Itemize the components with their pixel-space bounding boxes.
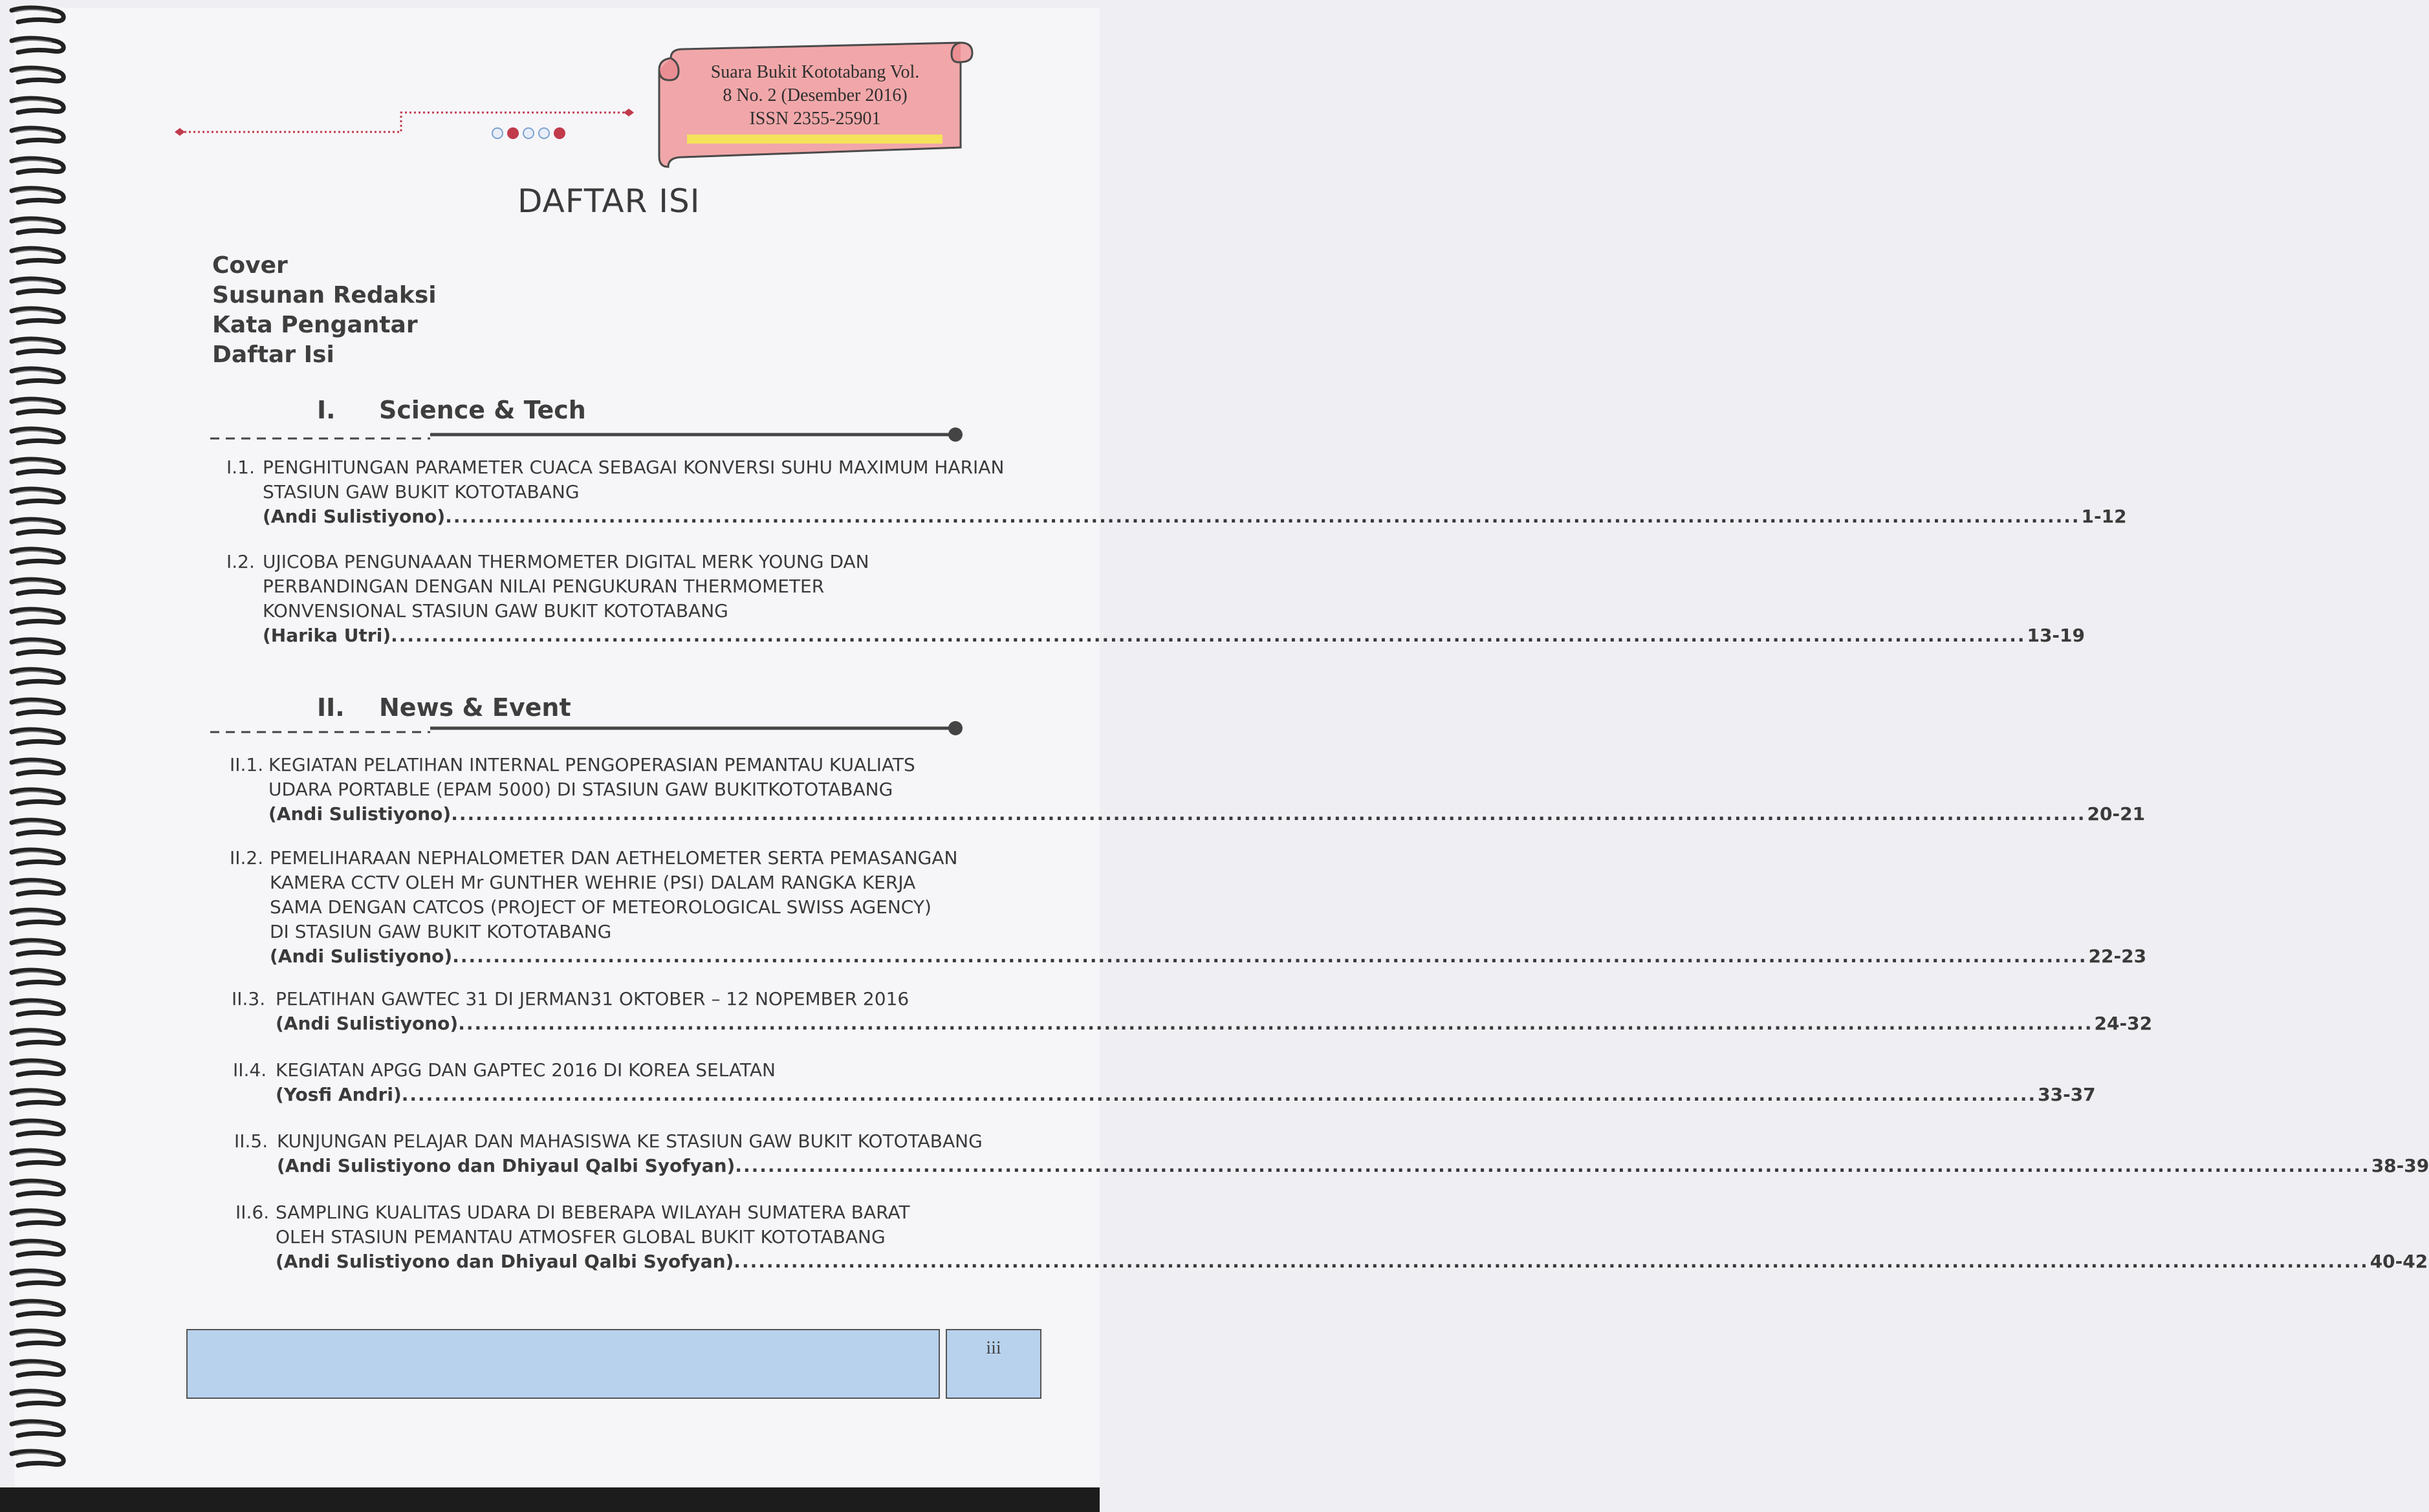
dot-icon: [492, 127, 503, 139]
binding-ring-icon: [9, 65, 67, 87]
entry-author: (Andi Sulistiyono): [270, 945, 453, 967]
binding-ring-icon: [9, 546, 67, 568]
entry-number: II.4.: [233, 1059, 267, 1081]
entry-pages: 33-37: [2038, 1084, 2096, 1105]
section-divider: [210, 426, 974, 444]
header-dots: [492, 127, 565, 139]
toc-entry-1-2[interactable]: [226, 550, 2086, 648]
dot-icon: [554, 127, 565, 139]
entry-author: (Yosfi Andri): [276, 1084, 402, 1105]
entry-title-line: KEGIATAN APGG DAN GAPTEC 2016 DI KOREA SELATAN: [276, 1059, 776, 1081]
spiral-binding: [0, 0, 71, 1487]
section-number: I.: [317, 396, 336, 424]
entry-pages: 38-39: [2371, 1155, 2429, 1176]
binding-ring-icon: [9, 938, 67, 960]
entry-author: (Andi Sulistiyono dan Dhiyaul Qalbi Syofyan): [277, 1155, 735, 1176]
entry-title-line: KEGIATAN PELATIHAN INTERNAL PENGOPERASIAN PEMANTAU KUALIATS: [268, 754, 915, 775]
banner-line: ISSN 2355-25901: [749, 109, 881, 129]
binding-ring-icon: [9, 186, 67, 208]
entry-pages: 20-21: [2087, 803, 2146, 825]
entry-author-row: [276, 1011, 2153, 1036]
entry-number: II.3.: [232, 988, 266, 1010]
binding-ring-icon: [9, 1328, 67, 1350]
binding-ring-icon: [9, 125, 67, 147]
entry-pages: 1-12: [2081, 506, 2127, 527]
entry-number: II.2.: [230, 847, 264, 869]
front-matter-editorial: Susunan Redaksi: [212, 282, 437, 308]
entry-author-row: [268, 802, 2146, 826]
entry-author-row: [263, 504, 2127, 529]
front-matter-toc: Daftar Isi: [212, 341, 334, 368]
entry-author-row: [276, 1083, 2096, 1107]
entry-title-line: KAMERA CCTV OLEH Mr GUNTHER WEHRIE (PSI) DALAM RANGKA KERJA: [270, 872, 916, 893]
binding-ring-icon: [9, 1208, 67, 1230]
section-title: Science & Tech: [379, 396, 586, 424]
binding-ring-icon: [9, 1088, 67, 1110]
entry-number: II.5.: [234, 1130, 268, 1152]
entry-title-line: STASIUN GAW BUKIT KOTOTABANG: [263, 481, 580, 502]
dot-leader: ........................................................................................................................................................................................................: [735, 1155, 2370, 1176]
binding-ring-icon: [9, 1449, 67, 1471]
binding-ring-icon: [9, 1148, 67, 1170]
page-title: DAFTAR ISI: [517, 182, 701, 220]
front-matter-list: [212, 251, 437, 370]
binding-ring-icon: [9, 96, 67, 118]
binding-ring-icon: [9, 787, 67, 809]
binding-ring-icon: [9, 967, 67, 989]
binding-ring-icon: [9, 607, 67, 629]
binding-ring-icon: [9, 366, 67, 388]
scan-bottom-edge: [0, 1487, 1100, 1512]
binding-ring-icon: [9, 757, 67, 779]
entry-author: (Andi Sulistiyono): [276, 1013, 459, 1034]
binding-ring-icon: [9, 517, 67, 539]
binding-ring-icon: [9, 998, 67, 1020]
toc-entry-2-4[interactable]: [233, 1058, 2096, 1107]
entry-title-line: PELATIHAN GAWTEC 31 DI JERMAN31 OKTOBER – 12 NOPEMBER 2016: [276, 988, 910, 1010]
entry-title-line: SAMA DENGAN CATCOS (PROJECT OF METEOROLOGICAL SWISS AGENCY): [270, 896, 931, 918]
entry-author: (Andi Sulistiyono): [263, 506, 446, 527]
entry-author-row: [276, 1249, 2428, 1274]
binding-ring-icon: [9, 336, 67, 358]
entry-title-line: PERBANDINGAN DENGAN NILAI PENGUKURAN THERMOMETER: [263, 576, 825, 597]
binding-ring-icon: [9, 1238, 67, 1260]
entry-author: (Andi Sulistiyono): [268, 803, 452, 825]
section-heading-science-tech: [317, 396, 586, 424]
entry-title-line: KUNJUNGAN PELAJAR DAN MAHASISWA KE STASIUN GAW BUKIT KOTOTABANG: [277, 1130, 983, 1152]
entry-title-line: OLEH STASIUN PEMANTAU ATMOSFER GLOBAL BUKIT KOTOTABANG: [276, 1226, 886, 1247]
section-heading-news-event: [317, 693, 571, 722]
entry-author: (Andi Sulistiyono dan Dhiyaul Qalbi Syofyan): [276, 1251, 734, 1272]
binding-ring-icon: [9, 1299, 67, 1321]
entry-pages: 13-19: [2027, 625, 2086, 646]
dot-leader: ........................................................................................................................................................................................................: [451, 803, 2086, 825]
binding-ring-icon: [9, 878, 67, 900]
entry-title-line: PENGHITUNGAN PARAMETER CUACA SEBAGAI KONVERSI SUHU MAXIMUM HARIAN: [263, 457, 1005, 478]
entry-number: I.1.: [226, 457, 255, 478]
binding-ring-icon: [9, 907, 67, 929]
toc-entry-2-6[interactable]: [235, 1200, 2428, 1274]
binding-ring-icon: [9, 727, 67, 749]
entry-author-row: [263, 623, 2086, 648]
binding-ring-icon: [9, 426, 67, 448]
toc-entry-2-5[interactable]: [234, 1129, 2429, 1178]
binding-ring-icon: [9, 1268, 67, 1290]
binding-ring-icon: [9, 1178, 67, 1200]
dot-leader: ........................................................................................................................................................................................................: [445, 506, 2080, 527]
binding-ring-icon: [9, 1419, 67, 1441]
entry-number: II.1.: [230, 754, 264, 775]
dot-leader: ........................................................................................................................................................................................................: [458, 1013, 2093, 1034]
footer-bar: [186, 1329, 940, 1399]
binding-ring-icon: [9, 246, 67, 268]
banner-line: 8 No. 2 (Desember 2016): [723, 85, 908, 105]
entry-author-row: [277, 1154, 2429, 1178]
binding-ring-icon: [9, 637, 67, 659]
entry-pages: 22-23: [2088, 945, 2147, 967]
binding-ring-icon: [9, 396, 67, 418]
binding-ring-icon: [9, 156, 67, 178]
binding-ring-icon: [9, 1388, 67, 1410]
dot-icon: [523, 127, 534, 139]
entry-author-row: [270, 944, 2147, 969]
dot-leader: ........................................................................................................................................................................................................: [452, 945, 2087, 967]
entry-title-line: SAMPLING KUALITAS UDARA DI BEBERAPA WILAYAH SUMATERA BARAT: [276, 1202, 910, 1223]
section-number: II.: [317, 693, 345, 722]
dot-icon: [538, 127, 550, 139]
toc-entry-2-2[interactable]: [230, 846, 2147, 969]
binding-ring-icon: [9, 5, 67, 27]
front-matter-cover: Cover: [212, 252, 288, 279]
binding-ring-icon: [9, 1118, 67, 1140]
entry-number: I.2.: [226, 551, 255, 572]
binding-ring-icon: [9, 697, 67, 719]
page-number: iii: [946, 1329, 1041, 1399]
binding-ring-icon: [9, 1058, 67, 1080]
dot-leader: ........................................................................................................................................................................................................: [391, 625, 2026, 646]
entry-pages: 40-42: [2369, 1251, 2428, 1272]
binding-ring-icon: [9, 1028, 67, 1050]
entry-author: (Harika Utri): [263, 625, 391, 646]
entry-title-line: DI STASIUN GAW BUKIT KOTOTABANG: [270, 921, 612, 942]
toc-entry-1-1[interactable]: [226, 455, 2127, 529]
section-title: News & Event: [379, 693, 571, 722]
binding-ring-icon: [9, 1359, 67, 1381]
binding-ring-icon: [9, 276, 67, 298]
banner-line: Suara Bukit Kototabang Vol.: [710, 62, 920, 82]
entry-title-line: PEMELIHARAAN NEPHALOMETER DAN AETHELOMETER SERTA PEMASANGAN: [270, 847, 958, 869]
entry-title-line: UDARA PORTABLE (EPAM 5000) DI STASIUN GAW BUKITKOTOTABANG: [268, 779, 893, 800]
binding-ring-icon: [9, 817, 67, 839]
binding-ring-icon: [9, 847, 67, 869]
binding-ring-icon: [9, 36, 67, 58]
entry-title-line: UJICOBA PENGUNAAAN THERMOMETER DIGITAL MERK YOUNG DAN: [263, 551, 869, 572]
publication-info: [676, 61, 954, 131]
binding-ring-icon: [9, 486, 67, 508]
front-matter-preface: Kata Pengantar: [212, 312, 418, 338]
toc-entry-2-3[interactable]: [232, 987, 2153, 1036]
dot-leader: ........................................................................................................................................................................................................: [401, 1084, 2037, 1105]
binding-ring-icon: [9, 306, 67, 328]
binding-ring-icon: [9, 216, 67, 238]
section-divider: [210, 719, 974, 737]
binding-ring-icon: [9, 667, 67, 689]
dot-icon: [507, 127, 519, 139]
header-dotted-connector: [175, 103, 640, 142]
toc-entry-2-1[interactable]: [230, 753, 2146, 826]
entry-title-line: KONVENSIONAL STASIUN GAW BUKIT KOTOTABANG: [263, 600, 728, 621]
dot-leader: ........................................................................................................................................................................................................: [734, 1251, 2369, 1272]
binding-ring-icon: [9, 577, 67, 599]
entry-number: II.6.: [235, 1202, 270, 1223]
binding-ring-icon: [9, 457, 67, 479]
entry-pages: 24-32: [2094, 1013, 2153, 1034]
